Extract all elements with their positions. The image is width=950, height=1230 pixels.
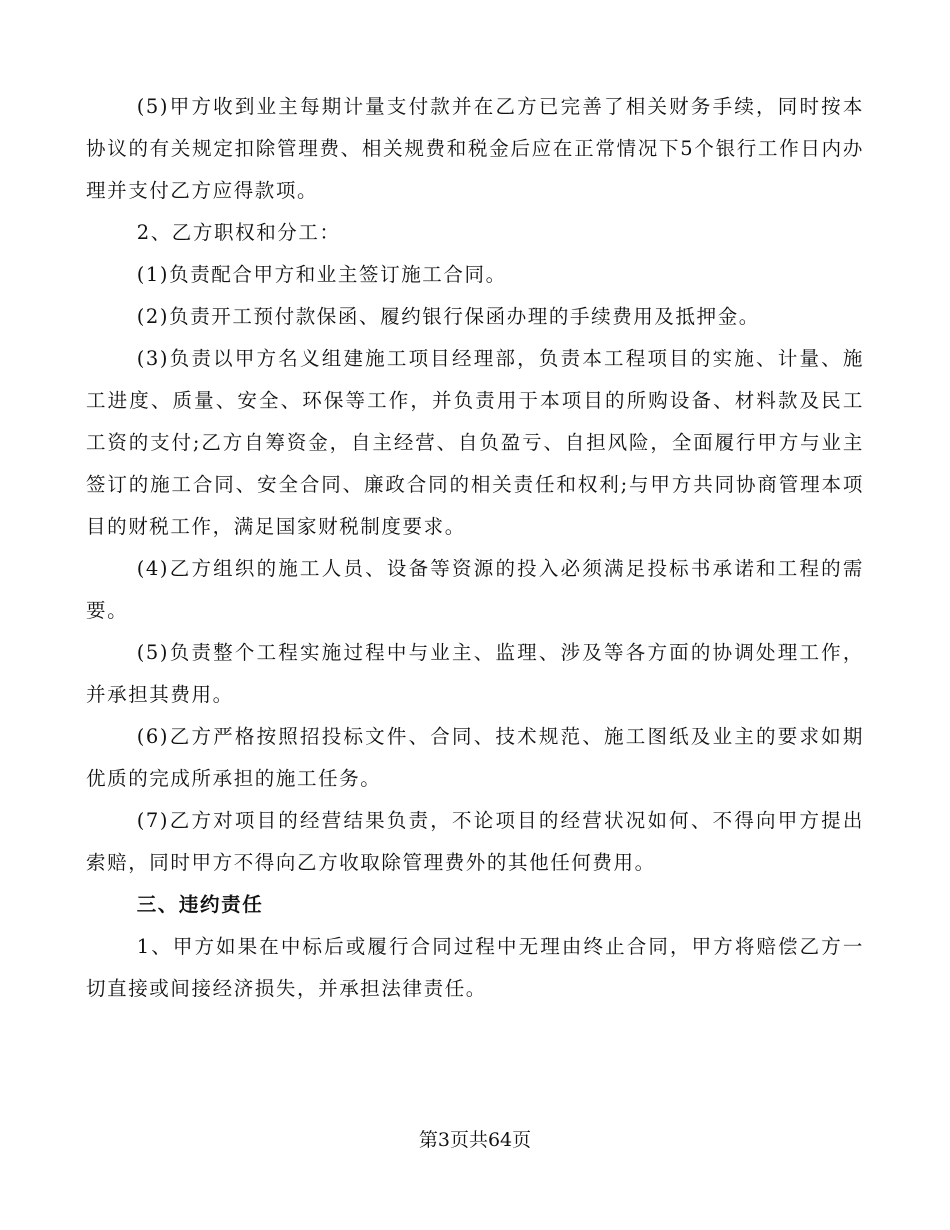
paragraph-duty-5: (5)负责整个工程实施过程中与业主、监理、涉及等各方面的协调处理工作，并承担其费用。 (86, 641, 864, 706)
page-number-footer: 第3页共64页 (418, 1129, 532, 1151)
paragraph-duty-7: (7)乙方对项目的经营结果负责，不论项目的经营状况如何、不得向甲方提出索赔，同时甲方不得向乙方收取除管理费外的其他任何费用。 (86, 809, 864, 874)
paragraph-party-b-duties-title: 2、乙方职权和分工： (136, 221, 341, 244)
paragraph-duty-4: (4)乙方组织的施工人员、设备等资源的投入必须满足投标书承诺和工程的需要。 (86, 557, 864, 622)
paragraph-duty-2: (2)负责开工预付款保函、履约银行保函办理的手续费用及抵押金。 (136, 305, 760, 328)
paragraph-payment-clause: (5)甲方收到业主每期计量支付款并在乙方已完善了相关财务手续，同时按本协议的有关规定扣除管理费、相关规费和税金后应在正常情况下5个银行工作日内办理并支付乙方应得款项。 (86, 95, 864, 202)
document-body (86, 86, 864, 1010)
paragraph-duty-3: (3)负责以甲方名义组建施工项目经理部，负责本工程项目的实施、计量、施工进度、质量、安全、环保等工作，并负责用于本项目的所购设备、材料款及民工工资的支付;乙方自筹资金，自主经营、自负盈亏、自担风险，全面履行甲方与业主签订的施工合同、安全合同、廉政合同的相关责任和权利;与甲方共同协商管理本项目的财税工作，满足国家财税制度要求。 (86, 347, 864, 538)
paragraph-duty-1: (1)负责配合甲方和业主签订施工合同。 (136, 263, 507, 286)
section-heading-breach-liability: 三、违约责任 (136, 893, 264, 916)
paragraph-duty-6: (6)乙方严格按照招投标文件、合同、技术规范、施工图纸及业主的要求如期优质的完成所承担的施工任务。 (86, 725, 864, 790)
paragraph-breach-1: 1、甲方如果在中标后或履行合同过程中无理由终止合同，甲方将赔偿乙方一切直接或间接经济损失，并承担法律责任。 (86, 935, 864, 1000)
